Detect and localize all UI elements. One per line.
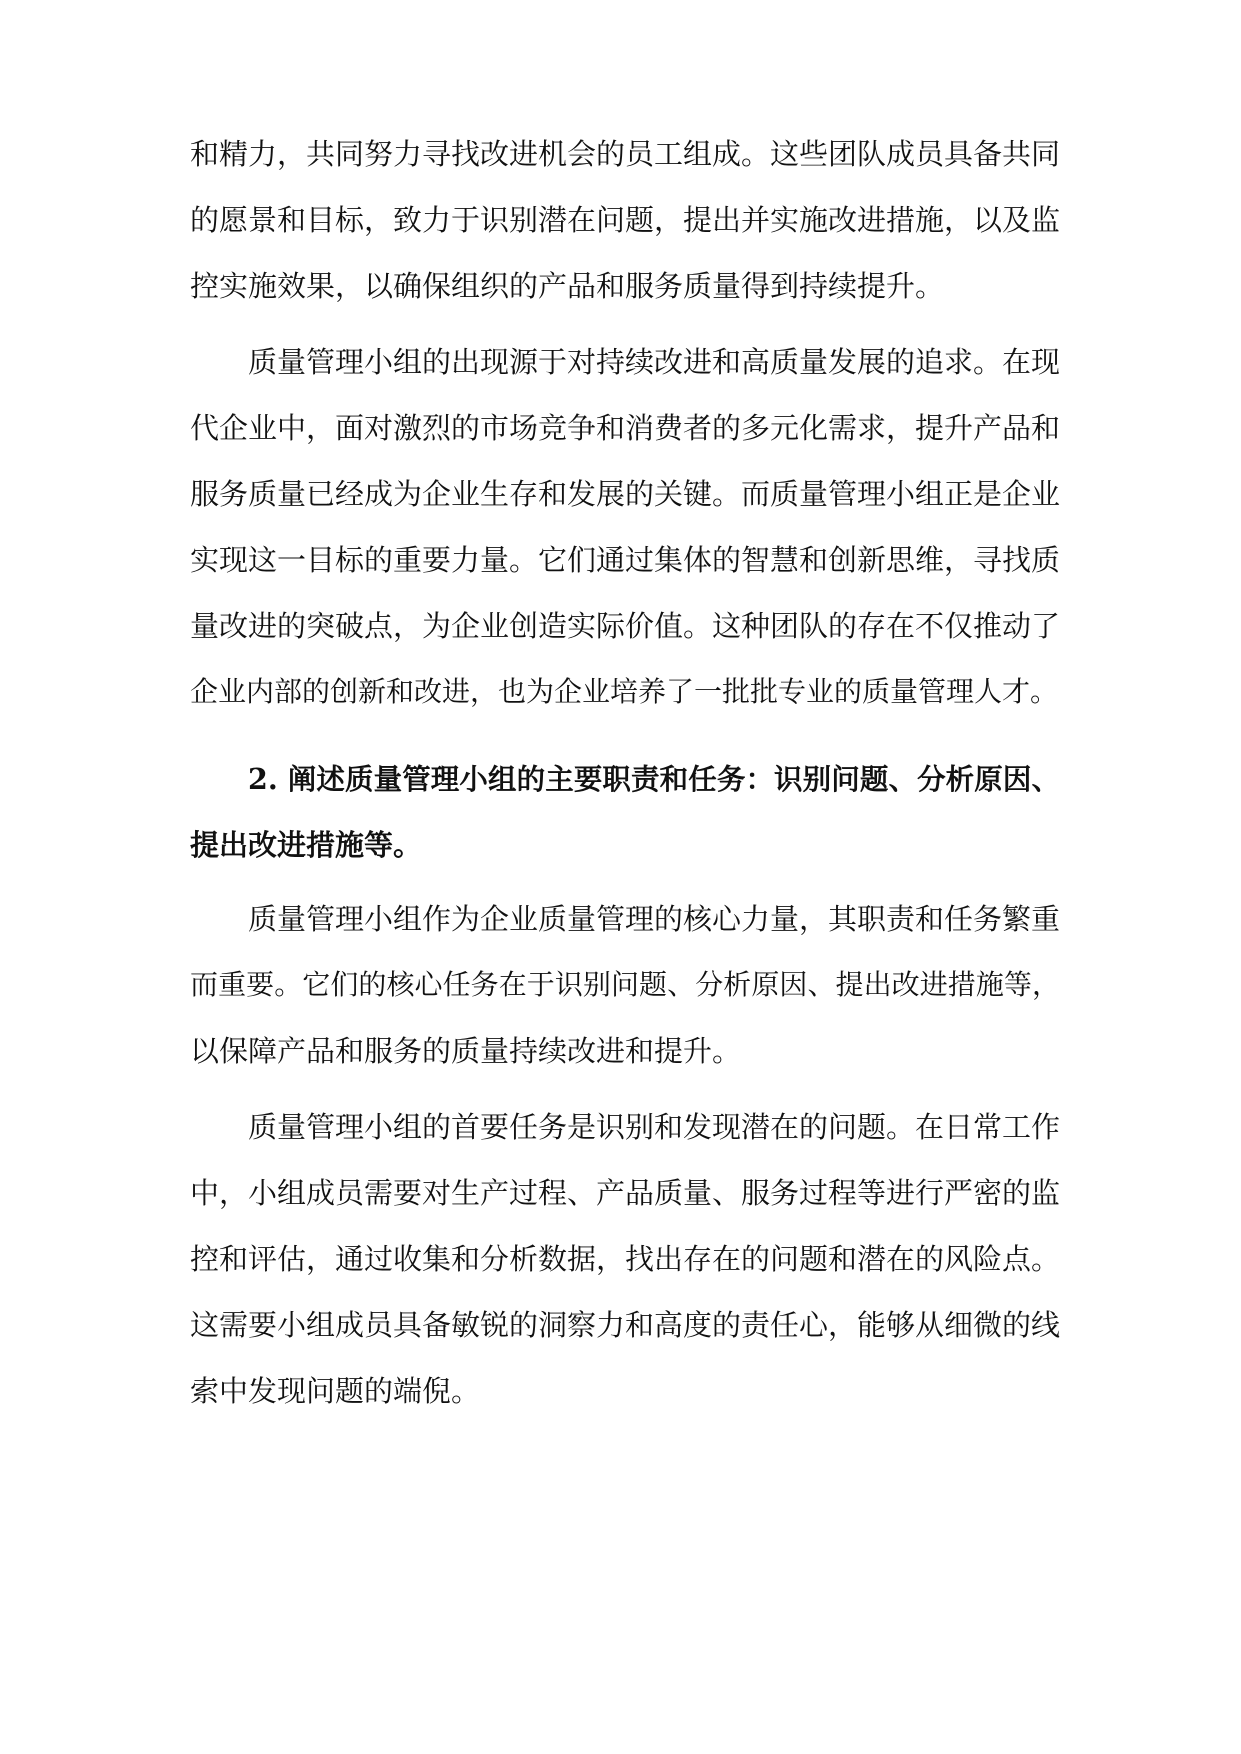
paragraph-line: 和精力，共同努力寻找改进机会的员工组成。这些团队成员具备共同 bbox=[190, 137, 1061, 171]
paragraph-line: 代企业中，面对激烈的市场竞争和消费者的多元化需求，提升产品和 bbox=[190, 411, 1061, 445]
paragraph-line: 中，小组成员需要对生产过程、产品质量、服务过程等进行严密的监 bbox=[190, 1176, 1061, 1210]
section-heading: 2. 阐述质量管理小组的主要职责和任务：识别问题、分析原因、 bbox=[248, 762, 1060, 796]
paragraph-line: 企业内部的创新和改进，也为企业培养了一批批专业的质量管理人才。 bbox=[190, 675, 1059, 708]
paragraph-line: 质量管理小组的出现源于对持续改进和高质量发展的追求。在现 bbox=[248, 345, 1061, 379]
paragraph-line: 质量管理小组的首要任务是识别和发现潜在的问题。在日常工作 bbox=[248, 1110, 1061, 1144]
paragraph-line: 以保障产品和服务的质量持续改进和提升。 bbox=[190, 1034, 742, 1068]
paragraph-line: 质量管理小组作为企业质量管理的核心力量，其职责和任务繁重 bbox=[248, 902, 1061, 936]
paragraph-line: 实现这一目标的重要力量。它们通过集体的智慧和创新思维，寻找质 bbox=[190, 543, 1061, 577]
paragraph-line: 控和评估，通过收集和分析数据，找出存在的问题和潜在的风险点。 bbox=[190, 1242, 1061, 1276]
paragraph-line: 量改进的突破点，为企业创造实际价值。这种团队的存在不仅推动了 bbox=[190, 609, 1061, 643]
paragraph-line: 服务质量已经成为企业生存和发展的关键。而质量管理小组正是企业 bbox=[190, 477, 1061, 511]
paragraph-line: 这需要小组成员具备敏锐的洞察力和高度的责任心，能够从细微的线 bbox=[190, 1308, 1061, 1342]
paragraph-line: 索中发现问题的端倪。 bbox=[190, 1374, 481, 1408]
paragraph-line: 而重要。它们的核心任务在于识别问题、分析原因、提出改进措施等， bbox=[190, 968, 1060, 1001]
paragraph-line: 控实施效果，以确保组织的产品和服务质量得到持续提升。 bbox=[190, 269, 945, 303]
section-heading: 提出改进措施等。 bbox=[190, 828, 423, 862]
paragraph-line: 的愿景和目标，致力于识别潜在问题，提出并实施改进措施，以及监 bbox=[190, 203, 1061, 237]
